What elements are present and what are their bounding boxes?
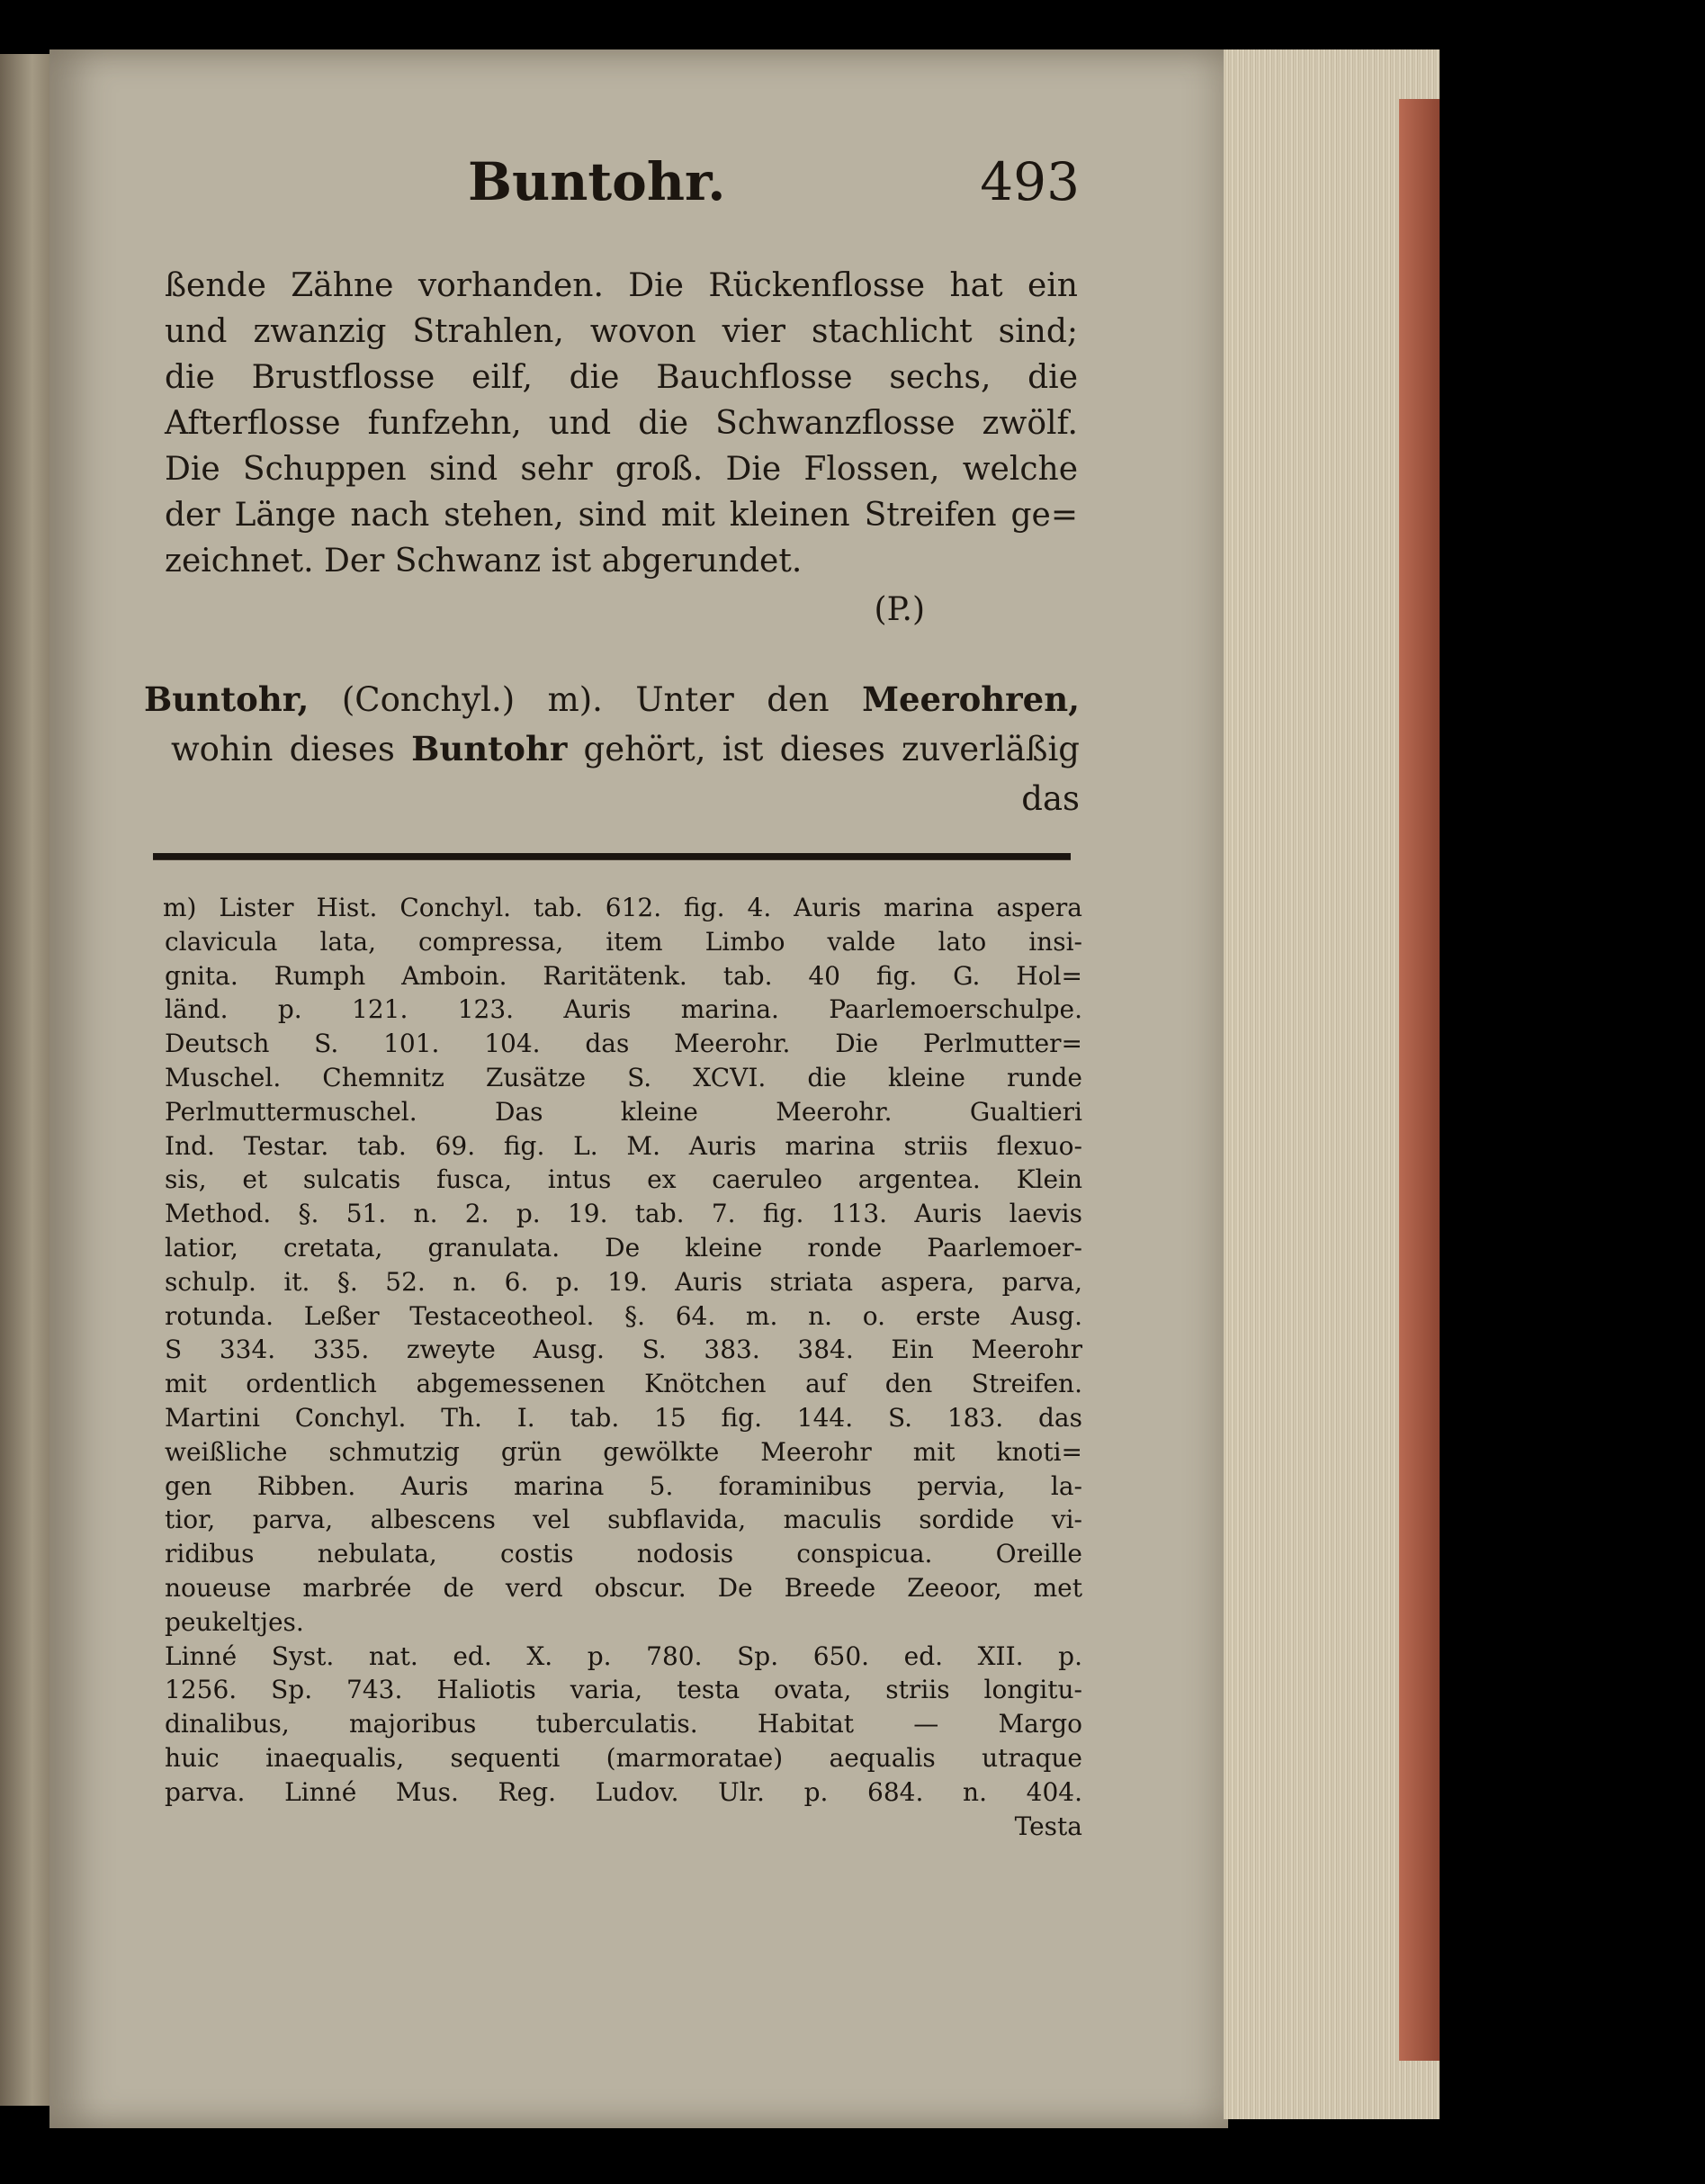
entry-text: gehört, ist dieses zuverläßig xyxy=(567,730,1080,768)
footnote-line: Deutsch S. 101. 104. das Meerohr. Die Perlmutter= xyxy=(165,1029,1082,1059)
footnote-line: clavicula lata, compressa, item Limbo valde lato insi- xyxy=(165,926,1082,957)
body-paragraph xyxy=(165,263,1078,633)
footnote-line: gen Ribben. Auris marina 5. foraminibus pervia, la- xyxy=(165,1470,1082,1501)
entry-headword: Buntohr, xyxy=(144,679,310,719)
entry-text: wohin dieses xyxy=(171,730,412,768)
body-line: ßende Zähne vorhanden. Die Rückenflosse hat ein xyxy=(165,267,1078,304)
page-header xyxy=(162,151,1080,232)
entry-bold-term: Meerohren, xyxy=(862,679,1080,719)
body-line: und zwanzig Strahlen, wovon vier stachlicht sind; xyxy=(165,313,1078,350)
footnote-line: weißliche schmutzig grün gewölkte Meerohr mit knoti= xyxy=(165,1436,1082,1467)
entry-line xyxy=(144,675,1080,724)
footnote-line: m) Lister Hist. Conchyl. tab. 612. fig. 4. Auris marina aspera xyxy=(163,893,1082,922)
footnote-line: peukeltjes. xyxy=(165,1606,304,1637)
body-line: die Brustflosse eilf, die Bauchflosse sechs, die xyxy=(165,359,1078,396)
footnote-line: länd. p. 121. 123. Auris marina. Paarlemoerschulpe. xyxy=(165,994,1082,1025)
entry-bold-term: Buntohr xyxy=(411,729,568,768)
footnote-line: dinalibus, majoribus tuberculatis. Habitat — Margo xyxy=(165,1709,1082,1739)
footnote-line: Ind. Testar. tab. 69. fig. L. M. Auris marina striis flexuo- xyxy=(165,1130,1082,1161)
footnote-line: ridibus nebulata, costis nodosis conspicua. Oreille xyxy=(165,1539,1082,1569)
footnote xyxy=(165,891,1082,1843)
catchword: Testa xyxy=(1014,1811,1082,1841)
footnote-line: Linné Syst. nat. ed. X. p. 780. Sp. 650. ed. XII. p. xyxy=(165,1640,1082,1671)
footnote-line: schulp. it. §. 52. n. 6. p. 19. Auris striata aspera, parva, xyxy=(165,1266,1082,1297)
footnote-line: S 334. 335. zweyte Ausg. S. 383. 384. Ein Meerohr xyxy=(165,1335,1082,1365)
footnote-line: Muschel. Chemnitz Zusätze S. XCVI. die kleine runde xyxy=(165,1062,1082,1092)
footnote-line: noueuse marbrée de verd obscur. De Breede Zeeoor, met xyxy=(165,1572,1082,1603)
dictionary-entry xyxy=(144,675,1080,823)
footnote-line: sis, et sulcatis fusca, intus ex caeruleo argentea. Klein xyxy=(165,1164,1082,1195)
footnote-line: Method. §. 51. n. 2. p. 19. tab. 7. fig. 113. Auris laevis xyxy=(165,1199,1082,1229)
footnote-line: Perlmuttermuschel. Das kleine Meerohr. Gualtieri xyxy=(165,1096,1082,1127)
running-head: Buntohr. xyxy=(468,151,726,212)
red-edge-trim xyxy=(1399,99,1440,2061)
entry-text: (Conchyl.) m). Unter den xyxy=(309,680,863,719)
body-line: der Länge nach stehen, sind mit kleinen Streifen ge= xyxy=(165,497,1078,534)
author-signature: (P.) xyxy=(874,591,925,628)
footnote-line: latior, cretata, granulata. De kleine ronde Paarlemoer- xyxy=(165,1232,1082,1263)
footnote-line: parva. Linné Mus. Reg. Ludov. Ulr. p. 684. n. 404. xyxy=(165,1776,1082,1807)
footnote-line: gnita. Rumph Amboin. Raritätenk. tab. 40 fig. G. Hol= xyxy=(165,960,1082,991)
facing-page-edge xyxy=(0,54,54,2106)
page-number: 493 xyxy=(980,151,1080,212)
footnote-line: Martini Conchyl. Th. I. tab. 15 fig. 144. S. 183. das xyxy=(165,1402,1082,1433)
footnote-line: rotunda. Leßer Testaceotheol. §. 64. m. n. o. erste Ausg. xyxy=(165,1300,1082,1331)
footnote-line: tior, parva, albescens vel subflavida, maculis sordide vi- xyxy=(165,1505,1082,1535)
footnote-rule xyxy=(153,853,1071,860)
catchword: das xyxy=(1021,779,1080,818)
body-line: Afterflosse funfzehn, und die Schwanzflosse zwölf. xyxy=(165,405,1078,442)
footnote-line: 1256. Sp. 743. Haliotis varia, testa ovata, striis longitu- xyxy=(165,1675,1082,1705)
footnote-line: mit ordentlich abgemessenen Knötchen auf den Streifen. xyxy=(165,1369,1082,1399)
entry-line xyxy=(144,724,1080,774)
body-line: Die Schuppen sind sehr groß. Die Flossen, welche xyxy=(165,451,1078,488)
body-line: zeichnet. Der Schwanz ist abgerundet. xyxy=(165,543,803,580)
footnote-line: huic inaequalis, sequenti (marmoratae) aequalis utraque xyxy=(165,1742,1082,1773)
